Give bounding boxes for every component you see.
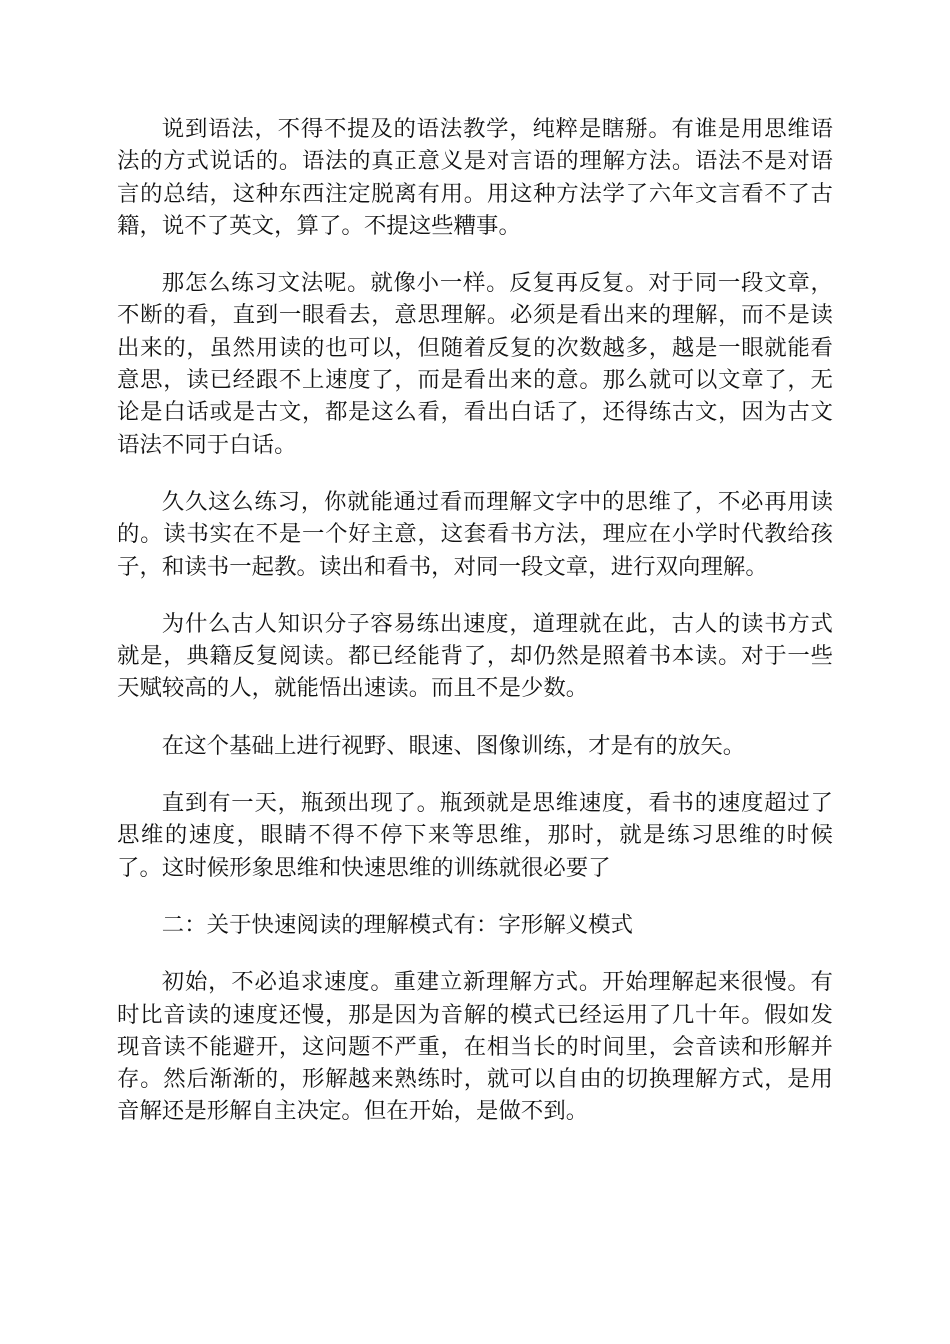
section-heading-comprehension-mode: 二：关于快速阅读的理解模式有：字形解义模式 [161,911,634,938]
paragraph-practice-method: 那怎么练习文法呢。就像小一样。反复再反复。对于同一段文章，不断的看，直到一眼看去，意思理解。必须是看出来的理解，而不是读出来的，虽然用读的也可以，但随着反复的次数越多，越是一眼就能看意思，读已经跟不上速度了，而是看出来的意。那么就可以文章了，无论是白话或是古文，都是这么看，看出白话了，还得练古文，因为古文语法不同于白话。 [117,270,833,458]
paragraph-visual-training: 在这个基础上进行视野、眼速、图像训练，才是有的放矢。 [161,732,746,759]
paragraph-ancient-readers: 为什么古人知识分子容易练出速度，道理就在此，古人的读书方式就是，典籍反复阅读。都已经能背了，却仍然是照着书本读。对于一些天赋较高的人，就能悟出速读。而且不是少数。 [117,610,833,702]
paragraph-bottleneck: 直到有一天，瓶颈出现了。瓶颈就是思维速度，看书的速度超过了思维的速度，眼睛不得不停下来等思维，那时，就是练习思维的时候了。这时候形象思维和快速思维的训练就很必要了 [117,790,833,881]
paragraph-long-practice: 久久这么练习，你就能通过看而理解文字中的思维了，不必再用读的。读书实在不是一个好主意，这套看书方法，理应在小学时代教给孩子，和读书一起教。读出和看书，对同一段文章，进行双向理解。 [117,488,833,580]
paragraph-initial-stage: 初始，不必追求速度。重建立新理解方式。开始理解起来很慢。有时比音读的速度还慢，那是因为音解的模式已经运用了几十年。假如发现音读不能避开，这问题不严重，在相当长的时间里，会音读和形解并存。然后渐渐的，形解越来熟练时，就可以自由的切换理解方式，是用音解还是形解自主决定。但在开始，是做不到。 [117,969,833,1125]
document-page [117,113,833,1153]
paragraph-grammar-teaching: 说到语法，不得不提及的语法教学，纯粹是瞎掰。有谁是用思维语法的方式说话的。语法的真正意义是对言语的理解方法。语法不是对语言的总结，这种东西注定脱离有用。用这种方法学了六年文言看不了古籍，说不了英文，算了。不提这些糟事。 [117,116,833,239]
